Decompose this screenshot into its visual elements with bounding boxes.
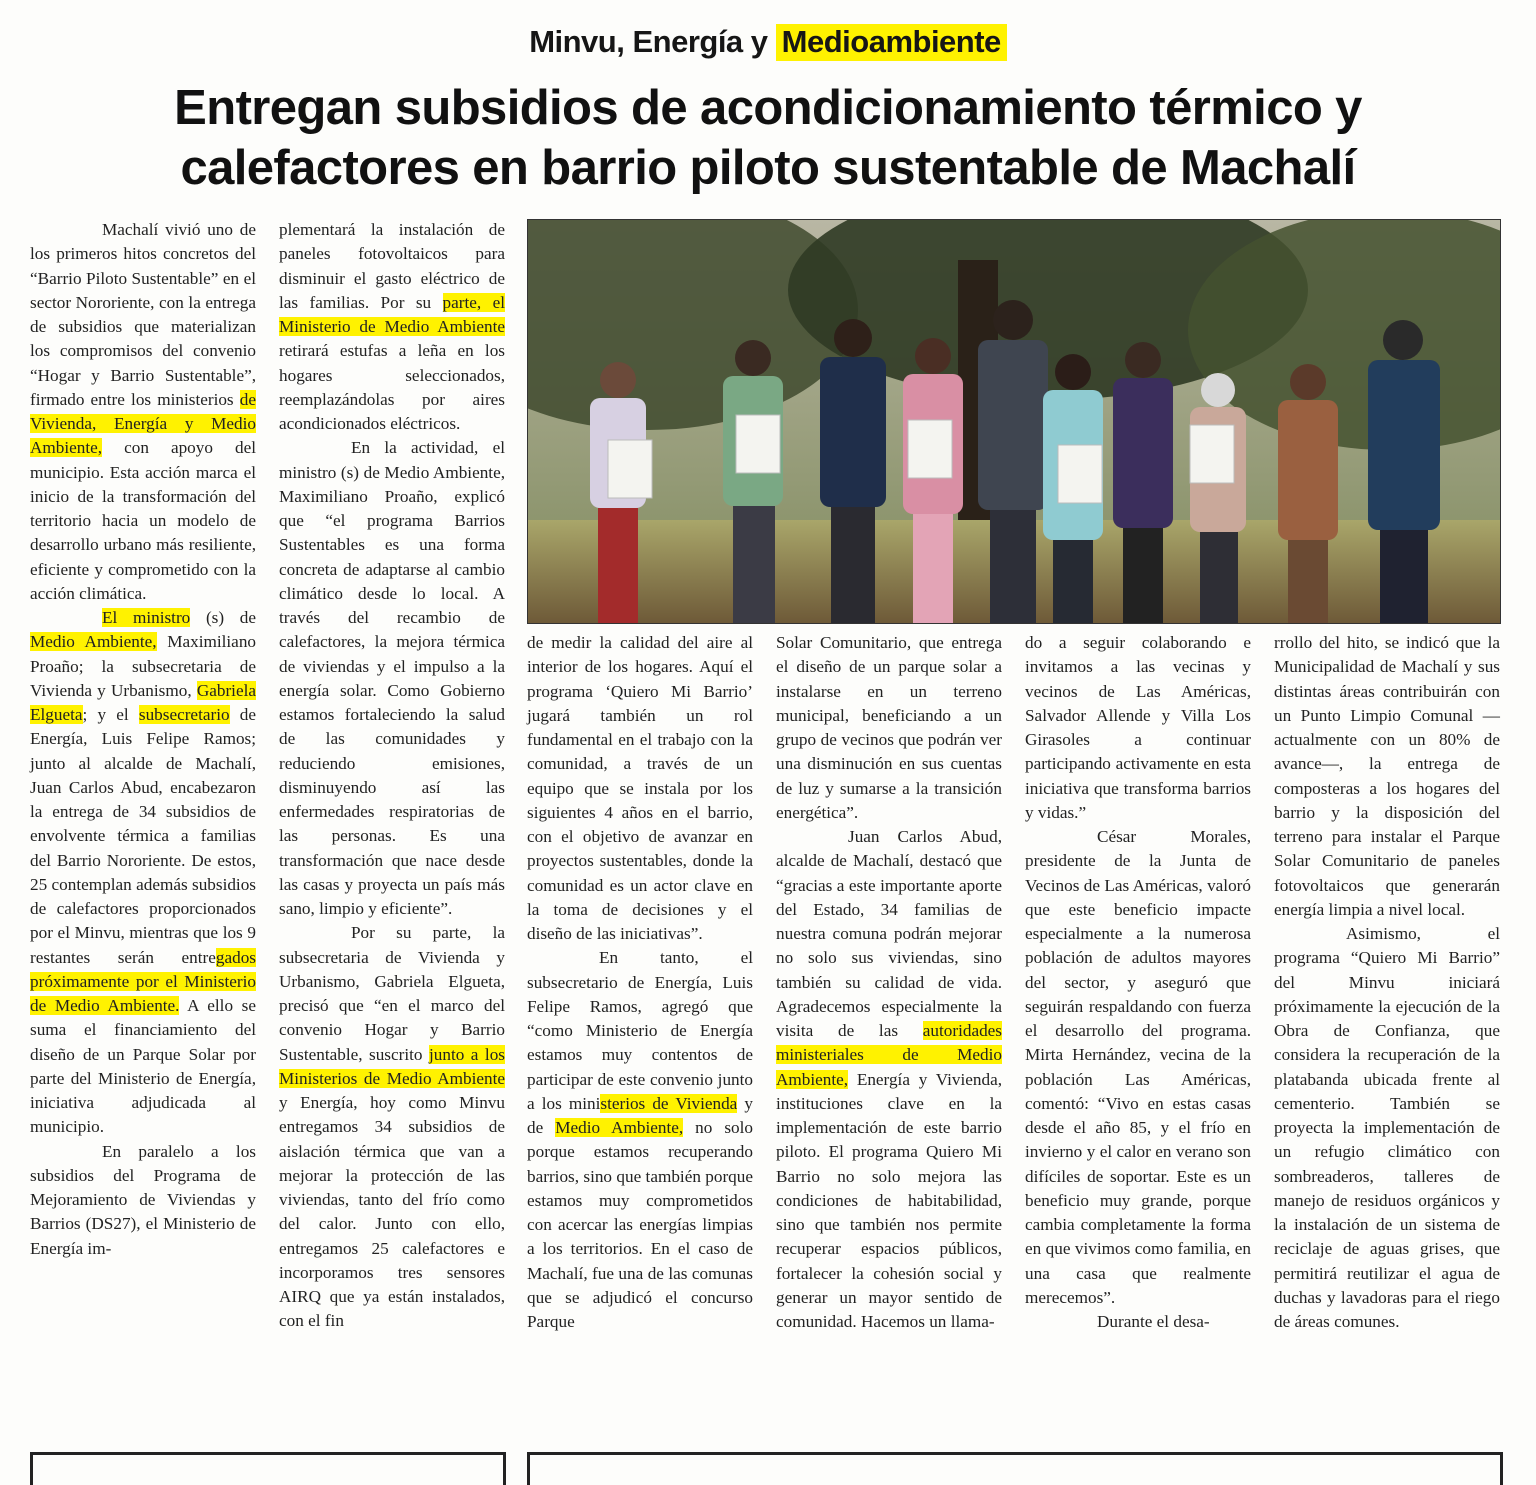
headline-line-1: Entregan subsidios de acondicionamiento térmico y <box>174 81 1362 135</box>
text-run: y de <box>527 1093 753 1137</box>
paragraph: rrollo del hito, se indicó que la Municipalidad de Machalí y sus distintas áreas contribuirán con un Punto Limpio Comunal —actualmente con un 80% de avance—, la entrega de composteras a los hogares del barrio y la disposición del terreno para instalar el Parque Solar Comunitario de paneles fotovoltaicos que generarán energía limpia a nivel local. <box>1274 633 1500 919</box>
text-run: retirará estufas a leña en los hogares seleccionados, reemplazándolas por aires acondicionados eléctricos. <box>279 341 505 433</box>
text-run: Por su parte, la subsecretaria de Vivienda y Urbanismo, Gabriela Elgueta, precisó que “en el marco del convenio Hogar y Barrio Sustentable, suscrito <box>279 923 505 1064</box>
article-column-5 <box>1025 631 1251 1334</box>
headline <box>0 78 1536 198</box>
paragraph <box>279 218 505 436</box>
article-column-3 <box>527 631 753 1334</box>
text-run: Machalí vivió uno de los primeros hitos concretos del “Barrio Piloto Sustentable” en el sector Nororiente, con la entrega de subsidios que materializan los compromisos del convenio “Hogar y Barrio Sustentable”, firmado entre los ministerios <box>30 220 256 409</box>
paragraph <box>776 825 1002 1334</box>
article-column-6 <box>1274 631 1500 1334</box>
article-column-4 <box>776 631 1002 1334</box>
text-run: y Energía, hoy como Minvu entregamos 34 subsidios de aislación térmica que van a mejorar la protección de las viviendas, tanto del frío como del calor. Junto con ello, entregamos 25 calefactores e incorporamos tres sensores AIRQ que ya están instalados, con el fin <box>279 1093 505 1331</box>
highlighted-text: subsecretario <box>138 705 230 724</box>
text-run: no solo porque estamos recuperando barrios, sino que también porque estamos muy comprometidos con acercar las energías limpias a los territorios. En el caso de Machalí, fue una de las comunas que se adjudicó el concurso Parque <box>527 1118 753 1331</box>
article-column-1 <box>30 218 256 1261</box>
next-article-frame-right <box>527 1452 1503 1485</box>
text-run: Juan Carlos Abud, alcalde de Machalí, destacó que “gracias a este importante aporte del Estado, 34 familias de nuestra comuna podrán mejorar no solo sus viviendas, sino también su calidad de vida. Agradecemos especialmente la visita de las <box>776 827 1002 1040</box>
kicker-prefix: Minvu, Energía y <box>529 24 768 59</box>
text-run: (s) de <box>190 608 256 627</box>
text-run: ; y el <box>82 705 139 724</box>
paragraph: En paralelo a los subsidios del Programa de Mejoramiento de Viviendas y Barrios (DS27), el Ministerio de Energía im- <box>30 1141 256 1258</box>
text-run: Energía y Vivienda, instituciones clave en la implementación de este barrio piloto. El programa Quiero Mi Barrio no solo mejora las condiciones de habitabilidad, sino que también nos permite recuperar espacios públicos, fortalecer la cohesión social y generar un mayor sentido de comunidad. Hacemos un llama- <box>776 1069 1002 1331</box>
article-column-2 <box>279 218 505 1334</box>
text-run: En tanto, el subsecretario de Energía, Luis Felipe Ramos, agregó que “como Ministerio de Energía estamos muy contentos de participar de este convenio junto a los mini <box>527 948 753 1113</box>
highlighted-text: Gabriela Elgueta <box>30 680 256 724</box>
paragraph <box>30 218 256 606</box>
highlighted-text: Medio Ambiente, <box>555 1118 684 1137</box>
text-run: de Energía, Luis Felipe Ramos; junto al alcalde de Machalí, Juan Carlos Abud, encabezaron la entrega de 34 subsidios de envolvente térmica a familias del Barrio Nororiente. De estos, 25 contemplan además subsidios de calefactores proporcionados por el Minvu, mientras que los 9 restantes serán entre <box>30 705 256 967</box>
photo-illustration <box>528 220 1500 623</box>
highlighted-text: sterios de Vivienda <box>600 1093 738 1113</box>
headline-line-2: calefactores en barrio piloto sustentable de Machalí <box>180 141 1356 195</box>
paragraph: do a seguir colaborando e invitamos a las vecinas y vecinos de Las Américas, Salvador Allende y Villa Los Girasoles a continuar participando activamente en esta iniciativa que transforma barrios y vidas.” <box>1025 633 1251 822</box>
paragraph: César Morales, presidente de la Junta de Vecinos de Las Américas, valoró que este beneficio impacte especialmente a la numerosa población de adultos mayores del sector, y aseguró que seguirán respaldando con fuerza el desarrollo del programa. Mirta Hernández, vecina de la población Las Américas, comentó: “Vivo en estas casas desde el año 85, y el frío en invierno y el calor en verano son difíciles de soportar. Este es un beneficio muy grande, porque cambia completamente la forma en que vivimos como familia, en una casa que realmente merecemos”. <box>1025 827 1251 1307</box>
paragraph: Asimismo, el programa “Quiero Mi Barrio” del Minvu iniciará próximamente la ejecución de la Obra de Confianza, que considera la recuperación de la platabanda ubicada frente al cementerio. También se proyecta la implementación de un refugio climático con sombreaderos, talleres de manejo de residuos orgánicos y la instalación de un sistema de reciclaje de aguas grises, que permitirá reutilizar el agua de duchas y lavadoras para el riego de áreas comunes. <box>1274 924 1500 1331</box>
highlighted-text: Medio Ambiente, <box>30 632 157 652</box>
text-run: A ello se suma el financiamiento del diseño de un Parque Solar por parte del Ministerio de Energía, iniciativa adjudicada al municipio. <box>30 996 256 1137</box>
text-run: plementará la instalación de paneles fotovoltaicos para disminuir el gasto eléctrico de las familias. Por su <box>279 220 505 312</box>
paragraph: Durante el desa- <box>1097 1312 1210 1331</box>
paragraph: de medir la calidad del aire al interior de los hogares. Aquí el programa ‘Quiero Mi Barrio’ jugará también un rol fundamental en el trabajo con la comunidad, a través de un equipo que se instala por los siguientes 4 años en el barrio, con el objetivo de avanzar en proyectos sustentables, donde la comunidad es un actor clave en la toma de decisiones y el diseño de las iniciativas”. <box>527 633 753 943</box>
highlighted-text: de Vivienda, Energía y Medio Ambiente, <box>30 389 256 458</box>
section-kicker <box>0 24 1536 60</box>
paragraph <box>527 946 753 1334</box>
text-run: Maximiliano Proaño; la subsecretaria de Vivienda y Urbanismo, <box>30 632 257 700</box>
highlighted-text: junto a los Ministerios de Medio Ambiente <box>279 1044 505 1088</box>
highlighted-text: gados próximamente por el Ministerio de Medio Ambiente. <box>30 947 256 1015</box>
paragraph: Solar Comunitario, que entrega el diseño de un parque solar a instalarse en un terreno municipal, beneficiando a un grupo de vecinos que podrán ver una disminución en sus cuentas de luz y sumarse a la transición energética”. <box>776 633 1002 822</box>
highlighted-text: El ministro <box>102 608 191 627</box>
kicker-highlight: Medioambiente <box>776 24 1007 61</box>
highlighted-text: parte, el Ministerio de Medio Ambiente <box>279 292 505 336</box>
next-article-frame-left <box>30 1452 506 1485</box>
paragraph: En la actividad, el ministro (s) de Medio Ambiente, Maximiliano Proaño, explicó que “el programa Barrios Sustentables es una forma concreta de adaptarse al cambio climático desde lo local. A través del recambio de calefactores, la mejora térmica de viviendas y el impulso a la energía solar. Como Gobierno estamos fortaleciendo la salud de las comunidades y reduciendo emisiones, disminuyendo así las enfermedades respiratorias de las personas. Es una transformación que nace desde las casas y proyecta un país más sano, limpio y eficiente”. <box>279 438 505 918</box>
highlighted-text: autoridades ministeriales de Medio Ambiente, <box>776 1021 1002 1089</box>
article-photo <box>527 219 1501 624</box>
paragraph <box>30 606 256 1140</box>
paragraph <box>279 921 505 1333</box>
text-run: con apoyo del municipio. Esta acción marca el inicio de la transformación del territorio hacia un modelo de desarrollo urbano más resiliente, eficiente y comprometido con la acción climática. <box>30 438 256 603</box>
